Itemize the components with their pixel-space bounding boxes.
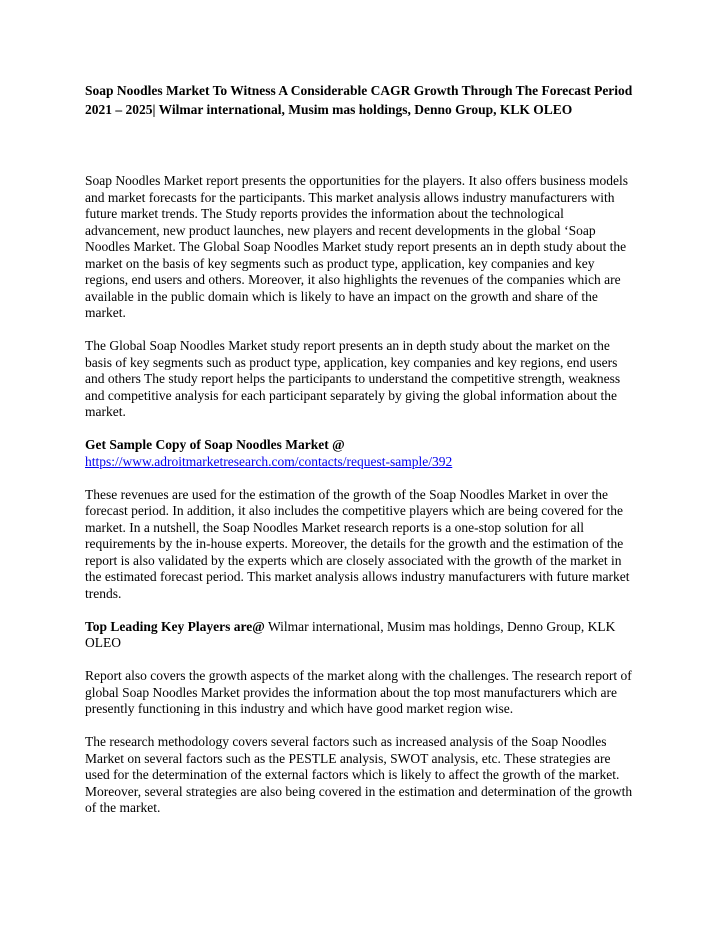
document-page	[85, 82, 637, 817]
key-players-block	[85, 619, 637, 652]
document-title: Soap Noodles Market To Witness A Considerable CAGR Growth Through The Forecast Period 2021 – 2025| Wilmar international, Musim mas holdings, Denno Group, KLK OLEO	[85, 83, 633, 117]
paragraph-intro: Soap Noodles Market report presents the opportunities for the players. It also offers business models and market forecasts for the participants. This market analysis allows industry manufacturers with future market trends. The Study reports provides the information about the technological advancement, new product launches, new players and recent developments in the global ‘Soap Noodles Market. The Global Soap Noodles Market study report presents an in depth study about the market on the basis of key segments such as product type, application, key companies and key regions, end users and others. Moreover, it also highlights the revenues of the companies which are available in the public domain which is likely to have an impact on the growth and share of the market.	[85, 173, 629, 320]
sample-request-link[interactable]: https://www.adroitmarketresearch.com/contacts/request-sample/392	[85, 453, 453, 469]
key-players-list: Wilmar international, Musim mas holdings, Denno Group, KLK OLEO	[85, 618, 616, 650]
paragraph-revenues: These revenues are used for the estimation of the growth of the Soap Noodles Market in over the forecast period. In addition, it also includes the competitive players which are being covered for the market. In a nutshell, the Soap Noodles Market research reports is a one-stop solution for all requirements by the in-house experts. Moreover, the details for the growth and the estimation of the report is also validated by the experts which are closely associated with the growth of the market in the estimated forecast period. This market analysis allows industry manufacturers with future market trends.	[85, 486, 630, 601]
paragraph-methodology: The research methodology covers several factors such as increased analysis of the Soap Noodles Market on several factors such as the PESTLE analysis, SWOT analysis, etc. These strategies are used for the determination of the external factors which is likely to affect the growth of the market. Moreover, several strategies are also being covered in the estimation and determination of the growth of the market.	[85, 734, 633, 815]
sample-copy-block	[85, 437, 637, 470]
key-players-label: Top Leading Key Players are@	[85, 618, 265, 634]
paragraph-study-report: The Global Soap Noodles Market study report presents an in depth study about the market on the basis of key segments such as product type, application, key companies and key regions, end users and others The study report helps the participants to understand the competitive strength, weakness and competitive analysis for each participant separately by giving the global information about the market.	[85, 338, 621, 419]
sample-copy-label: Get Sample Copy of Soap Noodles Market @	[85, 437, 345, 452]
paragraph-growth-aspects: Report also covers the growth aspects of the market along with the challenges. The research report of global Soap Noodles Market provides the information about the top most manufacturers which are presently functioning in this industry and which have good market region wise.	[85, 668, 632, 716]
